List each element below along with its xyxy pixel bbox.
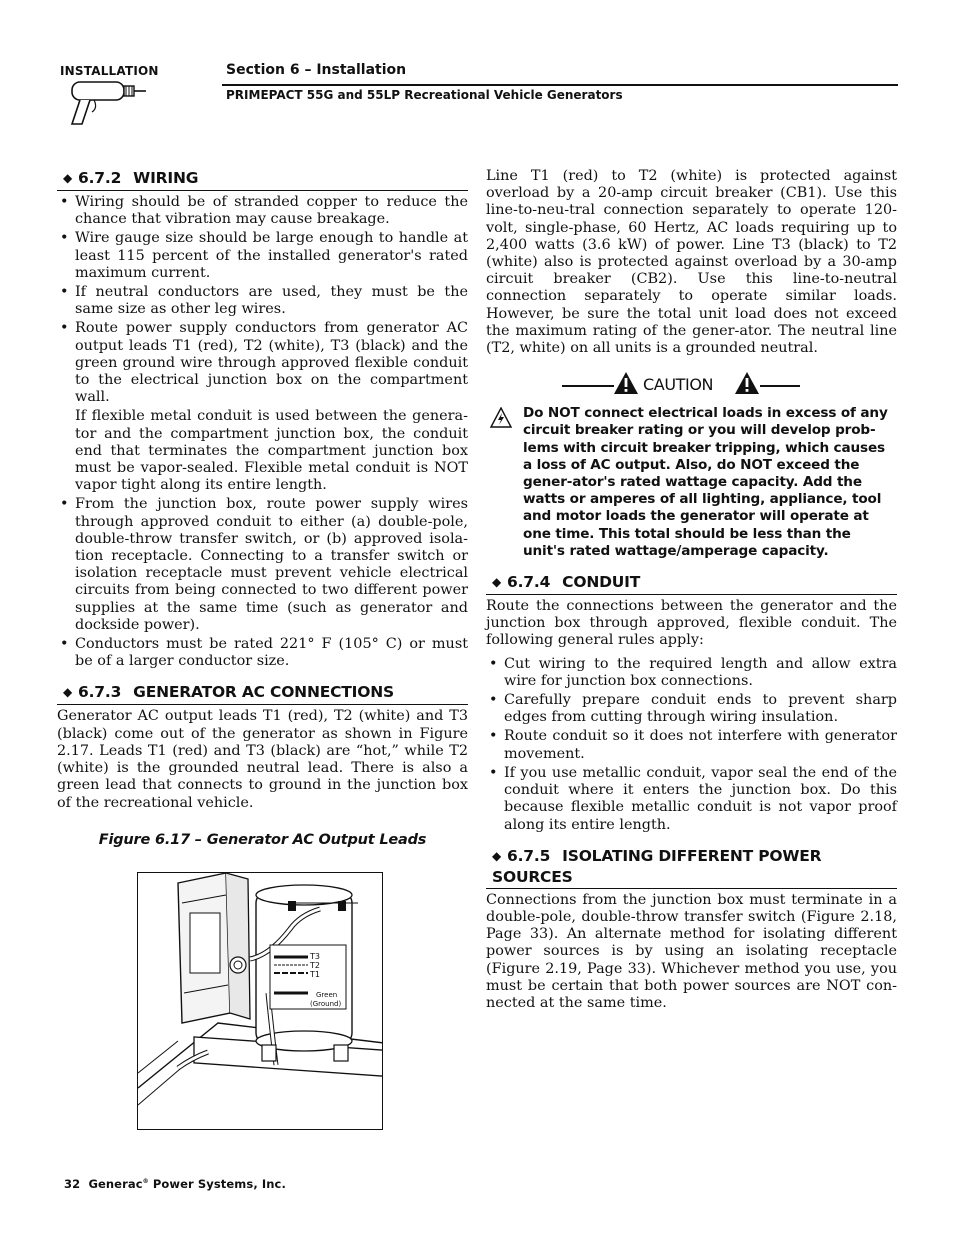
list-item: • If you use metallic conduit, vapor seal the end of the conduit where it enters the junction box. Do this because flexible metallic conduit is not vapor proof along its entire length. (486, 765, 897, 834)
legend-t3: T3 (310, 952, 320, 961)
conduit-title: CONDUIT (562, 573, 641, 592)
diamond-bullet-icon: ◆ (63, 171, 73, 185)
document-subtitle: PRIMEPACT 55G and 55LP Recreational Vehicle Generators (226, 88, 623, 102)
legend-ground: (Ground) (310, 1000, 342, 1008)
wiring-number: 6.7.2 (78, 169, 122, 187)
header-rule (222, 84, 898, 86)
gen-ac-title: GENERATOR AC CONNECTIONS (133, 683, 394, 702)
list-item: • Cut wiring to the required length and allow extra wire for junction box connections. (486, 656, 897, 690)
company-name: Generac (88, 1177, 143, 1191)
list-item: • From the junction box, route power supply wires through approved conduit to either (a) double-pole, double-throw transfer switch, or (b) approved isola-tion receptacle. Connecting to a transfer switch or isolation receptacle must prevent vehicle electrical circuits from being connected to two different power supplies at the same time (such as generator and dockside power). (57, 496, 468, 634)
lightning-hazard-icon (490, 407, 512, 429)
list-item: • If neutral conductors are used, they must be the same size as other leg wires. (57, 284, 468, 318)
legend-t2: T2 (310, 961, 320, 970)
caution-label: CAUTION (643, 375, 714, 395)
generator-output-leads-figure (137, 872, 383, 1130)
caution-banner (486, 369, 897, 403)
circuit-breaker-paragraph: Line T1 (red) to T2 (white) is protected against overload by a 20-amp circuit breaker (CB1). Use this line-to-neu-tral connection separately to operate 120-volt, single-phase, 60 Hertz, AC loads requiring up to 2,400 watts (3.6 kW) of power. Line T3 (black) to T2 (white) also is protected against overload by a 30-amp circuit breaker (CB2). Use this line-to-neutral connection separately to operate similar loads. However, be sure the total unit load does not exceed the maximum rating of the gener-ator. The neutral line (T2, white) on all units is a grounded neutral. (486, 168, 897, 357)
list-item: • Route conduit so it does not interfere with generator movement. (486, 728, 897, 762)
page-number: 32 (64, 1177, 81, 1191)
page-footer (64, 1177, 286, 1191)
gen-ac-number: 6.7.3 (78, 683, 122, 702)
list-item: • Route power supply conductors from generator AC output leads T1 (red), T2 (white), T3 (black) and the green ground wire through approved flexible conduit to the electrical junction box on the compartment wall. (57, 320, 468, 406)
conduit-rules-list (486, 656, 897, 834)
figure-caption: Figure 6.17 – Generator AC Output Leads (98, 831, 427, 848)
drill-icon (58, 78, 150, 132)
caution-rule-right (760, 385, 800, 386)
installation-logo-text: INSTALLATION (60, 64, 159, 78)
isolating-title: ISOLATING DIFFERENT POWER SOURCES (492, 846, 822, 886)
conduit-heading (486, 572, 897, 595)
company-name-rest: Power Systems, Inc. (152, 1177, 286, 1191)
conduit-note-paragraph: If flexible metal conduit is used between the genera-tor and the compartment junction box, the conduit end that terminates the compartment junction box must be vapor-sealed. Flexible metal conduit is NOT vapor tight along its entire length. (75, 408, 468, 494)
warning-triangle-icon (613, 371, 639, 395)
caution-text: Do NOT connect electrical loads in excess of any circuit breaker rating or you will develop prob-lems with circuit breaker tripping, which causes a loss of AC output. Also, do NOT exceed the gener-ator's rated wattage capacity. Add the watts or amperes of all lighting, appliance, tool and motor loads the generator will operate at one time. This total should be less than the unit's rated wattage/amperage capacity. (523, 405, 888, 559)
isolating-heading (486, 846, 897, 889)
left-column (57, 168, 468, 849)
isolating-number: 6.7.5 (507, 846, 551, 865)
conduit-number: 6.7.4 (507, 573, 551, 592)
list-item: • Wiring should be of stranded copper to reduce the chance that vibration may cause breakage. (57, 194, 468, 228)
diamond-bullet-icon: ◆ (492, 575, 502, 590)
wiring-list-continued (57, 496, 468, 670)
legend-t1: T1 (310, 970, 320, 979)
diamond-bullet-icon: ◆ (63, 685, 73, 700)
list-item: • Carefully prepare conduit ends to prevent sharp edges from cutting through wiring insulation. (486, 692, 897, 726)
generator-ac-heading (57, 682, 468, 705)
section-title: Section 6 – Installation (226, 62, 407, 78)
conduit-paragraph: Route the connections between the generator and the junction box through approved, flexible conduit. The following general rules apply: (486, 598, 897, 649)
wiring-heading (57, 168, 468, 191)
registered-mark: ® (142, 1178, 149, 1186)
warning-triangle-icon (734, 371, 760, 395)
gen-ac-paragraph: Generator AC output leads T1 (red), T2 (white) and T3 (black) come out of the generator as shown in Figure 2.17. Leads T1 (red) and T3 (black) are “hot,” while T2 (white) is the grounded neutral lead. There is also a green lead that connects to ground in the junction box of the recreational vehicle. (57, 708, 468, 811)
wiring-title: WIRING (133, 169, 199, 187)
caution-rule-left (562, 385, 614, 386)
caution-message (486, 405, 897, 560)
legend-green: Green (316, 991, 338, 999)
isolating-paragraph: Connections from the junction box must terminate in a double-pole, double-throw transfer switch (Figure 2.18, Page 33). An alternate method for isolating different power sources is by using an isolating receptacle (Figure 2.19, Page 33). Whichever method you use, you must be certain that both power sources are NOT con-nected at the same time. (486, 891, 897, 1011)
diamond-bullet-icon: ◆ (492, 848, 502, 863)
list-item: • Wire gauge size should be large enough to handle at least 115 percent of the installed generator's rated maximum current. (57, 230, 468, 282)
list-item: • Conductors must be rated 221° F (105° C) or must be of a larger conductor size. (57, 636, 468, 670)
right-column (486, 168, 897, 1012)
wiring-list (57, 194, 468, 406)
